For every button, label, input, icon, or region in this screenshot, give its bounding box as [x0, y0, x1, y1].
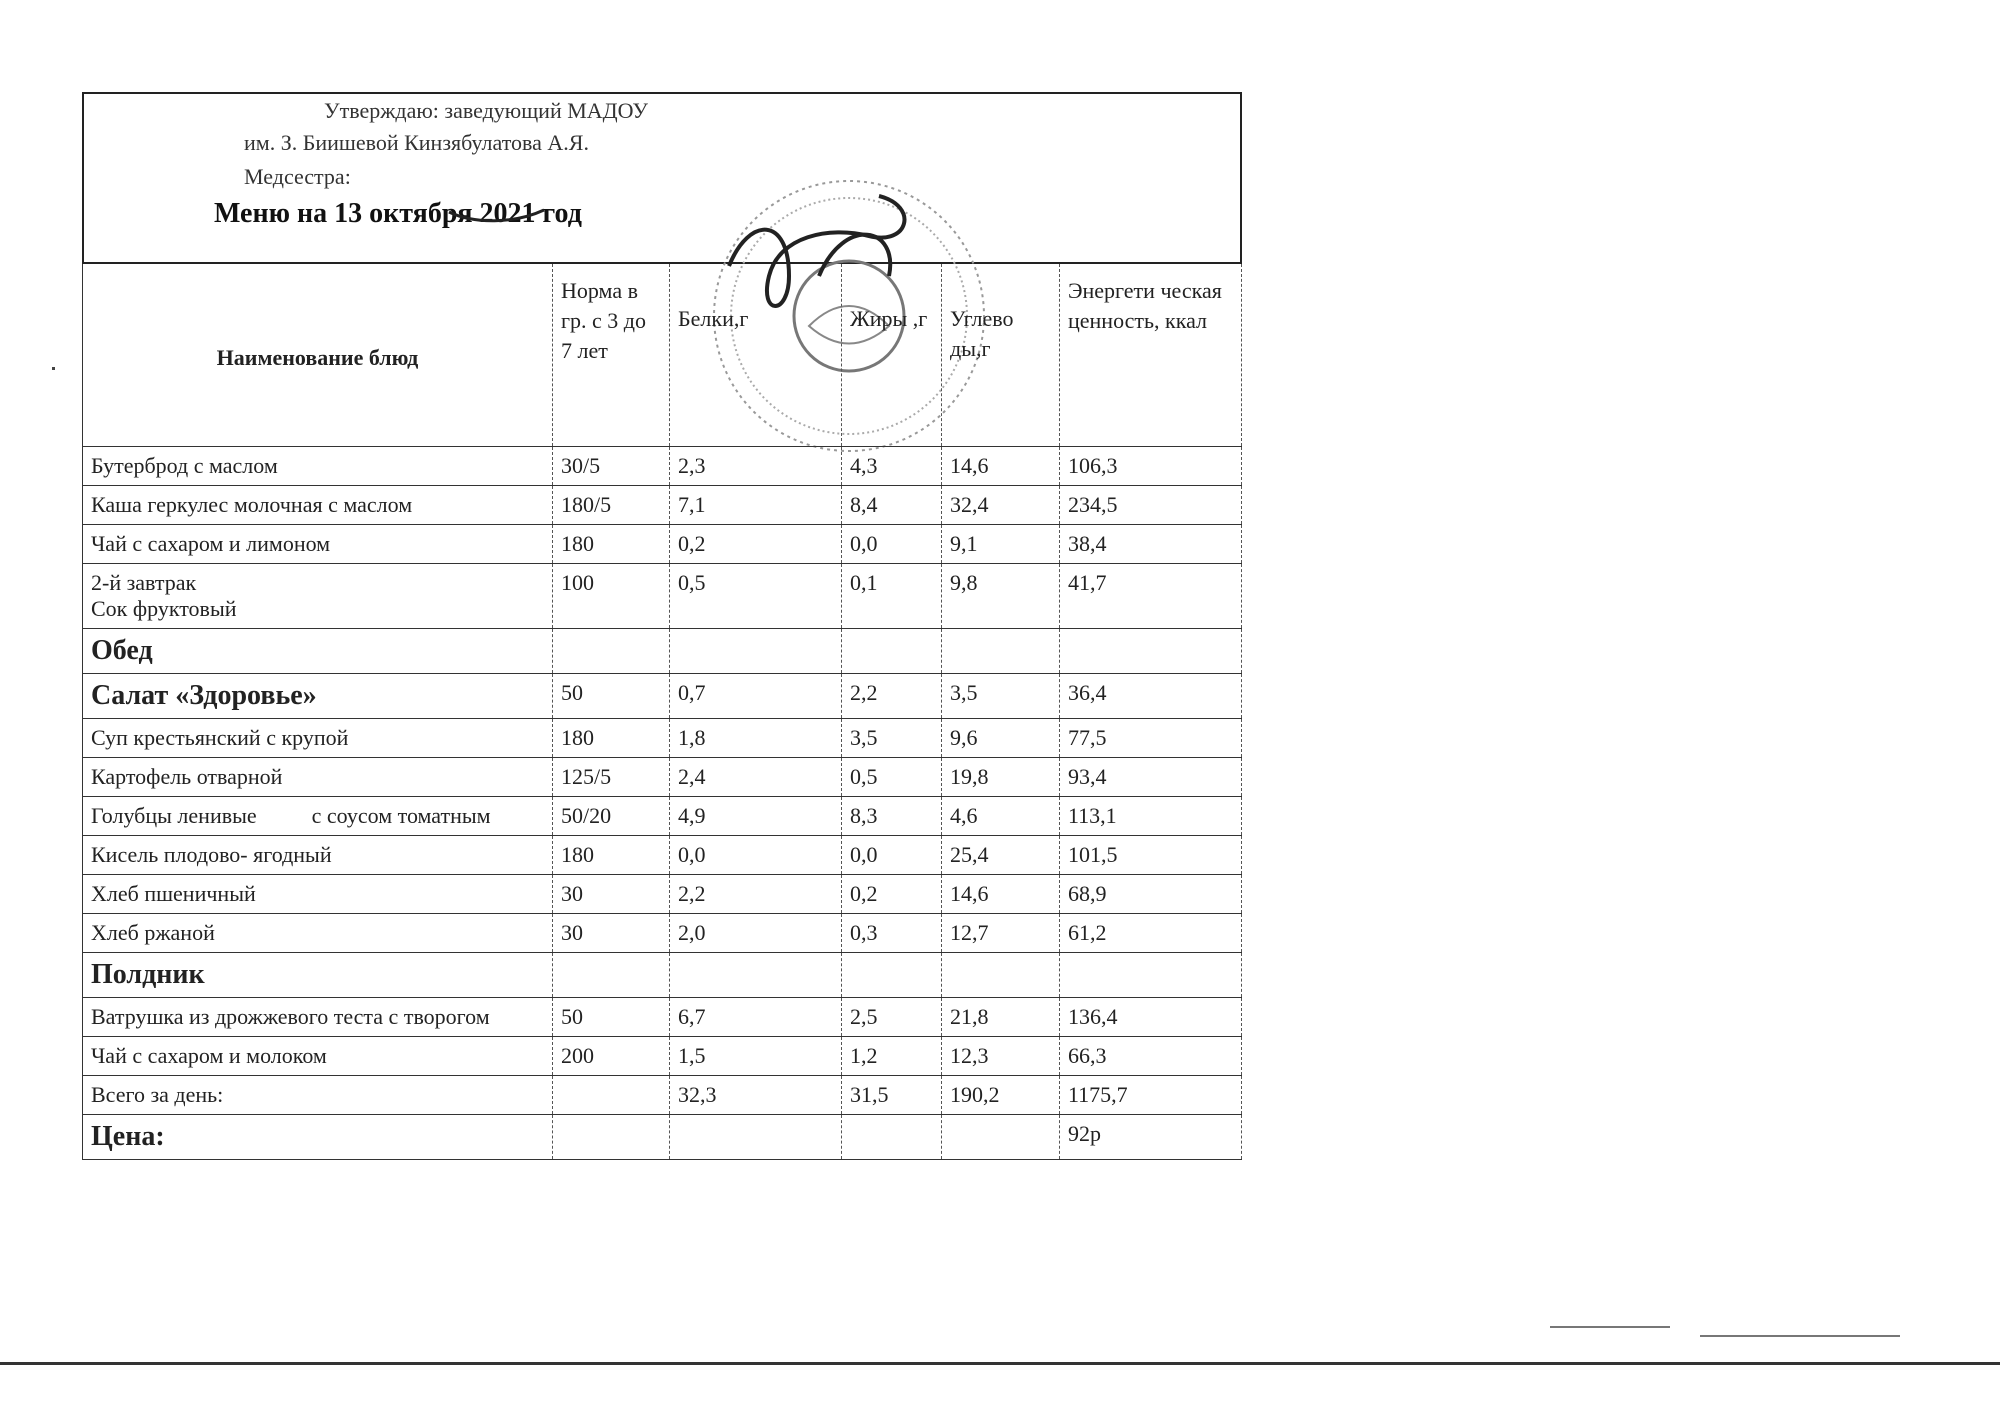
nurse-signature — [444, 184, 564, 224]
price-label: Цена: — [82, 1115, 552, 1159]
dish-fat: 4,3 — [841, 447, 941, 485]
dish-fat: 1,2 — [841, 1037, 941, 1075]
dish-carbs: 12,7 — [941, 914, 1059, 952]
table-header-row — [82, 264, 1242, 447]
table-row — [82, 447, 1242, 486]
col-fat: Жиры ,г — [841, 264, 941, 446]
dish-name: Кисель плодово- ягодный — [82, 836, 552, 874]
dish-protein: 0,2 — [669, 525, 841, 563]
dish-kcal: 101,5 — [1059, 836, 1242, 874]
col-dish-name: Наименование блюд — [82, 264, 552, 446]
dish-carbs: 9,6 — [941, 719, 1059, 757]
table-row — [82, 486, 1242, 525]
total-protein: 32,3 — [669, 1076, 841, 1114]
dish-protein: 6,7 — [669, 998, 841, 1036]
dish-norm: 30 — [552, 914, 669, 952]
dish-norm: 180 — [552, 719, 669, 757]
dish-carbs: 19,8 — [941, 758, 1059, 796]
dish-kcal: 234,5 — [1059, 486, 1242, 524]
dish-protein: 1,5 — [669, 1037, 841, 1075]
dish-protein: 0,0 — [669, 836, 841, 874]
dish-name: Хлеб ржаной — [82, 914, 552, 952]
dish-name: Голубцы ленивые с соусом томатным — [82, 797, 552, 835]
table-row — [82, 1037, 1242, 1076]
dish-fat: 3,5 — [841, 719, 941, 757]
dish-norm: 100 — [552, 564, 669, 628]
dish-protein: 7,1 — [669, 486, 841, 524]
dish-kcal: 66,3 — [1059, 1037, 1242, 1075]
dish-name: Чай с сахаром и молоком — [82, 1037, 552, 1075]
dish-carbs: 9,1 — [941, 525, 1059, 563]
document-header — [82, 92, 1242, 264]
table-row — [82, 914, 1242, 953]
dish-kcal: 93,4 — [1059, 758, 1242, 796]
page-title: Меню на 13 октября 2021 год — [214, 198, 582, 229]
table-row — [82, 674, 1242, 719]
dish-protein: 2,4 — [669, 758, 841, 796]
dish-carbs: 14,6 — [941, 447, 1059, 485]
dish-name: Хлеб пшеничный — [82, 875, 552, 913]
dish-norm: 50 — [552, 674, 669, 718]
menu-table — [82, 264, 1242, 1160]
dish-fat: 0,3 — [841, 914, 941, 952]
dish-protein: 2,0 — [669, 914, 841, 952]
section-row-snack — [82, 953, 1242, 998]
section-title: Полдник — [82, 953, 552, 997]
dish-fat: 0,0 — [841, 525, 941, 563]
dish-kcal: 36,4 — [1059, 674, 1242, 718]
col-protein: Белки,г — [669, 264, 841, 446]
scan-speck — [52, 367, 55, 370]
dish-norm: 180 — [552, 525, 669, 563]
director-name: им. З. Биишевой Кинзябулатова А.Я. — [244, 130, 589, 155]
dish-norm: 180 — [552, 836, 669, 874]
dish-protein: 0,7 — [669, 674, 841, 718]
dish-name: Картофель отварной — [82, 758, 552, 796]
dish-name: Чай с сахаром и лимоном — [82, 525, 552, 563]
dish-fat: 0,2 — [841, 875, 941, 913]
dish-kcal: 41,7 — [1059, 564, 1242, 628]
dish-name: Каша геркулес молочная с маслом — [82, 486, 552, 524]
menu-document — [82, 92, 1242, 1152]
dish-norm: 180/5 — [552, 486, 669, 524]
col-energy: Энергети ческая ценность, ккал — [1059, 264, 1242, 446]
total-row — [82, 1076, 1242, 1115]
scan-bottom-rule — [0, 1362, 2000, 1365]
dish-name: Салат «Здоровье» — [82, 674, 552, 718]
dish-carbs: 14,6 — [941, 875, 1059, 913]
price-row — [82, 1115, 1242, 1160]
dish-protein: 0,5 — [669, 564, 841, 628]
total-kcal: 1175,7 — [1059, 1076, 1242, 1114]
dish-kcal: 77,5 — [1059, 719, 1242, 757]
dish-protein: 2,3 — [669, 447, 841, 485]
dish-norm: 50 — [552, 998, 669, 1036]
dish-carbs: 12,3 — [941, 1037, 1059, 1075]
table-row — [82, 875, 1242, 914]
dish-norm: 125/5 — [552, 758, 669, 796]
table-row — [82, 564, 1242, 629]
dish-norm: 200 — [552, 1037, 669, 1075]
dish-norm: 30/5 — [552, 447, 669, 485]
dish-carbs: 4,6 — [941, 797, 1059, 835]
dish-kcal: 106,3 — [1059, 447, 1242, 485]
dish-kcal: 68,9 — [1059, 875, 1242, 913]
dish-name: Суп крестьянский с крупой — [82, 719, 552, 757]
table-row — [82, 998, 1242, 1037]
dish-kcal: 136,4 — [1059, 998, 1242, 1036]
dish-protein: 2,2 — [669, 875, 841, 913]
dish-name: Ватрушка из дрожжевого теста с творогом — [82, 998, 552, 1036]
dish-fat: 2,5 — [841, 998, 941, 1036]
dish-carbs: 9,8 — [941, 564, 1059, 628]
dish-fat: 2,2 — [841, 674, 941, 718]
dish-protein: 1,8 — [669, 719, 841, 757]
dish-name: 2-й завтрак Сок фруктовый — [82, 564, 552, 628]
dish-carbs: 32,4 — [941, 486, 1059, 524]
total-label: Всего за день: — [82, 1076, 552, 1114]
dish-norm: 50/20 — [552, 797, 669, 835]
total-fat: 31,5 — [841, 1076, 941, 1114]
table-row — [82, 758, 1242, 797]
nurse-line: Медсестра: — [244, 164, 351, 189]
scan-artifact — [1550, 1326, 1670, 1328]
dish-kcal: 61,2 — [1059, 914, 1242, 952]
price-value: 92р — [1059, 1115, 1242, 1159]
table-row — [82, 797, 1242, 836]
dish-norm: 30 — [552, 875, 669, 913]
dish-fat: 0,5 — [841, 758, 941, 796]
col-norm: Норма в гр. с 3 до 7 лет — [552, 264, 669, 446]
scan-artifact — [1700, 1335, 1900, 1337]
dish-fat: 0,1 — [841, 564, 941, 628]
total-carbs: 190,2 — [941, 1076, 1059, 1114]
col-carbs: Углево ды,г — [941, 264, 1059, 446]
dish-kcal: 113,1 — [1059, 797, 1242, 835]
dish-fat: 8,4 — [841, 486, 941, 524]
dish-fat: 8,3 — [841, 797, 941, 835]
section-title: Обед — [82, 629, 552, 673]
dish-carbs: 25,4 — [941, 836, 1059, 874]
dish-protein: 4,9 — [669, 797, 841, 835]
section-row-lunch — [82, 629, 1242, 674]
table-row — [82, 836, 1242, 875]
table-row — [82, 719, 1242, 758]
dish-name: Бутерброд с маслом — [82, 447, 552, 485]
approve-line: Утверждаю: заведующий МАДОУ — [324, 98, 648, 123]
dish-carbs: 3,5 — [941, 674, 1059, 718]
dish-kcal: 38,4 — [1059, 525, 1242, 563]
dish-carbs: 21,8 — [941, 998, 1059, 1036]
dish-fat: 0,0 — [841, 836, 941, 874]
table-row — [82, 525, 1242, 564]
